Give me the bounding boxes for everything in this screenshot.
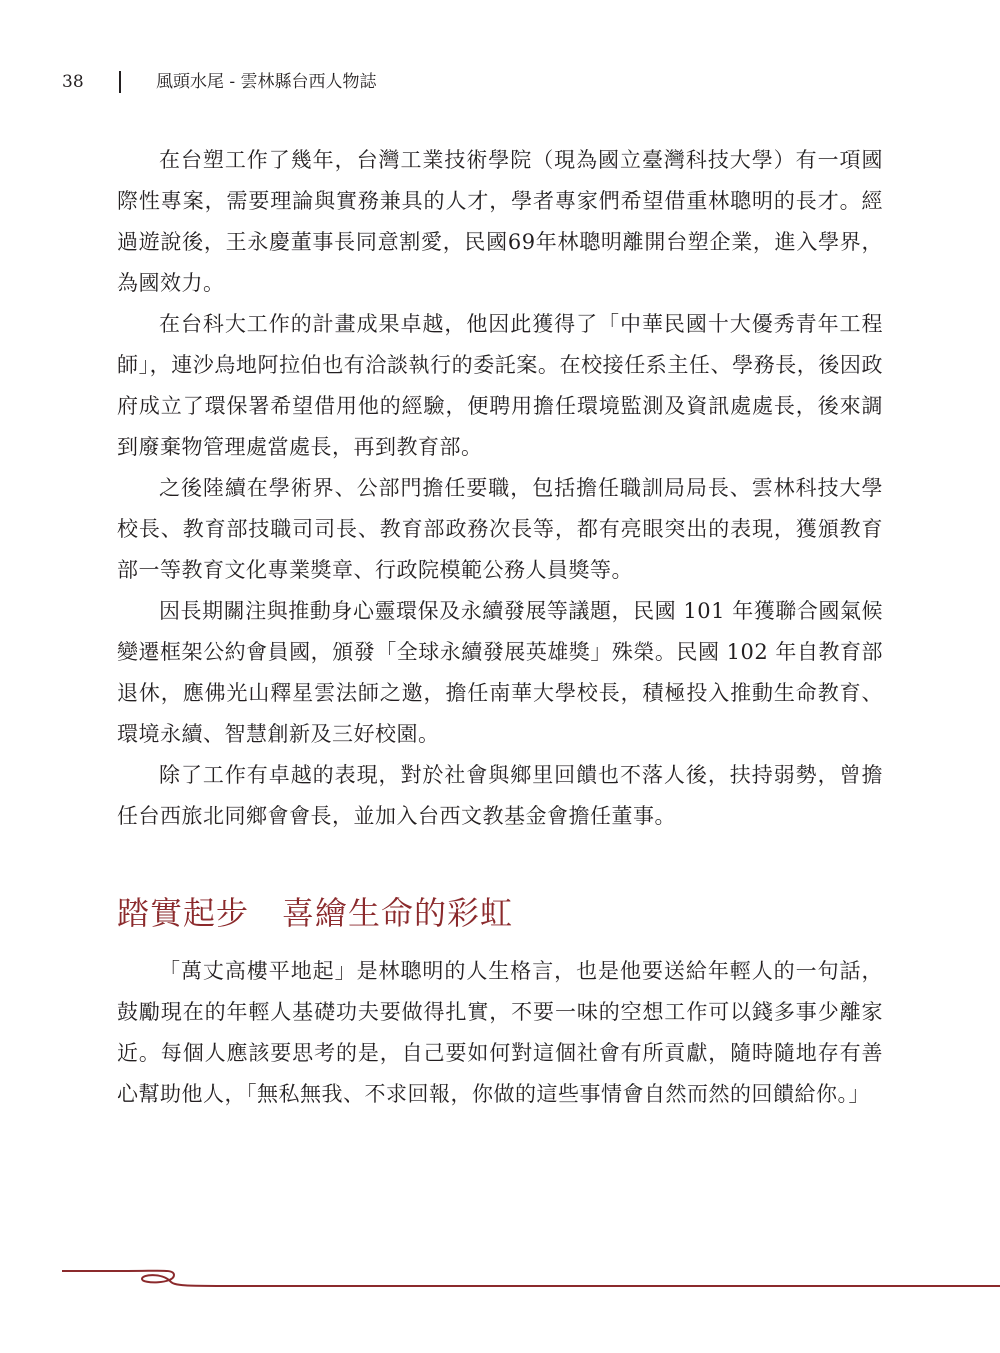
header-divider <box>119 71 121 93</box>
paragraph: 在台塑工作了幾年，台灣工業技術學院（現為國立臺灣科技大學）有一項國際性專案，需要理論與實務兼具的人才，學者專家們希望借重林聰明的長才。經過遊說後，王永慶董事長同意割愛，民國69年林聰明離開台塑企業，進入學界，為國效力。 <box>117 148 883 295</box>
body-text <box>117 140 883 1115</box>
running-header <box>62 66 377 96</box>
paragraph: 在台科大工作的計畫成果卓越，他因此獲得了「中華民國十大優秀青年工程師」，連沙烏地阿拉伯也有洽談執行的委託案。在校接任系主任、學務長，後因政府成立了環保署希望借用他的經驗，便聘用擔任環境監測及資訊處處長，後來調到廢棄物管理處當處長，再到教育部。 <box>117 312 883 459</box>
footer-ornament <box>62 1258 1000 1298</box>
ornament-line <box>62 1271 1000 1286</box>
page-number: 38 <box>62 71 84 92</box>
paragraph: 除了工作有卓越的表現，對於社會與鄉里回饋也不落人後，扶持弱勢，曾擔任台西旅北同鄉會會長，並加入台西文教基金會擔任董事。 <box>117 763 883 828</box>
paragraph: 「萬丈高樓平地起」是林聰明的人生格言，也是他要送給年輕人的一句話，鼓勵現在的年輕人基礎功夫要做得扎實，不要一味的空想工作可以錢多事少離家近。每個人應該要思考的是，自己要如何對這個社會有所貢獻，隨時隨地存有善心幫助他人，「無私無我、不求回報，你做的這些事情會自然而然的回饋給你。」 <box>117 959 883 1106</box>
section-heading: 踏實起步 喜繪生命的彩虹 <box>117 894 514 932</box>
paragraph: 因長期關注與推動身心靈環保及永續發展等議題，民國 101 年獲聯合國氣候變遷框架公約會員國，頒發「全球永續發展英雄獎」殊榮。民國 102 年自教育部退休，應佛光山釋星雲法師之邀，擔任南華大學校長，積極投入推動生命教育、環境永續、智慧創新及三好校園。 <box>117 599 883 746</box>
running-title: 風頭水尾 - 雲林縣台西人物誌 <box>155 71 377 92</box>
paragraph: 之後陸續在學術界、公部門擔任要職，包括擔任職訓局局長、雲林科技大學校長、教育部技職司司長、教育部政務次長等，都有亮眼突出的表現，獲頒教育部一等教育文化專業獎章、行政院模範公務人員獎等。 <box>117 476 883 582</box>
